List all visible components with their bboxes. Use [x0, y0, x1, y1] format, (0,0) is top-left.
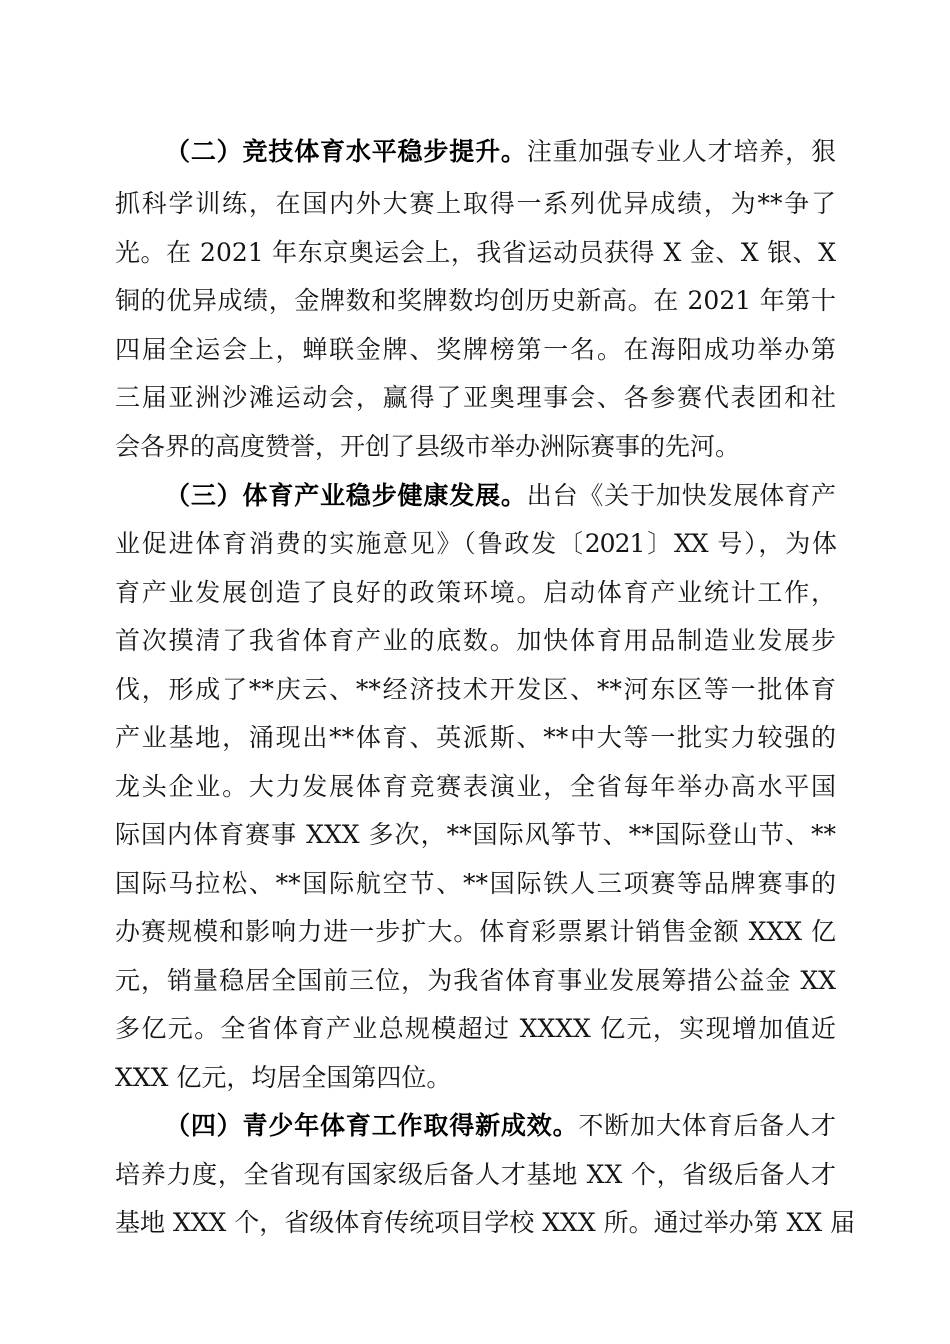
section-2-heading: （二）竞技体育水平稳步提升。 — [165, 137, 527, 166]
section-3-line-3: 育产业发展创造了良好的政策环境。启动体育产业统计工作， — [115, 578, 836, 607]
section-3-line-1 — [165, 472, 836, 520]
section-4-line-3: 基地 XXX 个，省级体育传统项目学校 XXX 所。通过举办第 XX 届 — [115, 1208, 856, 1237]
section-2-line-3: 光。在 2021 年东京奥运会上，我省运动员获得 X 金、X 银、X — [115, 238, 836, 267]
section-3-line-7: 龙头企业。大力发展体育竞赛表演业，全省每年举办高水平国 — [115, 772, 836, 801]
section-3-line-2: 业促进体育消费的实施意见》（鲁政发〔2021〕XX 号），为体 — [115, 529, 836, 558]
section-3-line-8: 际国内体育赛事 XXX 多次，**国际风筝节、**国际登山节、** — [115, 820, 836, 849]
section-3-line-6: 产业基地，涌现出**体育、英派斯、**中大等一批实力较强的 — [115, 723, 836, 752]
section-4-line-1 — [165, 1102, 836, 1150]
section-2-line-5: 四届全运会上，蝉联金牌、奖牌榜第一名。在海阳成功举办第 — [115, 335, 836, 364]
section-2-line-2: 抓科学训练，在国内外大赛上取得一系列优异成绩，为**争了 — [115, 189, 836, 218]
section-2-line-4: 铜的优异成绩，金牌数和奖牌数均创历史新高。在 2021 年第十 — [115, 286, 836, 315]
section-2-text: 注重加强专业人才培养，狠 — [526, 137, 836, 166]
section-2-line-1 — [165, 128, 836, 176]
section-4-line-2: 培养力度，全省现有国家级后备人才基地 XX 个，省级后备人才 — [115, 1160, 836, 1189]
section-4-text: 不断加大体育后备人才 — [578, 1111, 836, 1140]
section-2-line-7: 会各界的高度赞誉，开创了县级市举办洲际赛事的先河。 — [115, 432, 741, 461]
section-3-line-9: 国际马拉松、**国际航空节、**国际铁人三项赛等品牌赛事的 — [115, 869, 836, 898]
section-3-line-4: 首次摸清了我省体育产业的底数。加快体育用品制造业发展步 — [115, 626, 836, 655]
section-3-line-10: 办赛规模和影响力进一步扩大。体育彩票累计销售金额 XXX 亿 — [115, 917, 836, 946]
section-4-heading: （四）青少年体育工作取得新成效。 — [165, 1111, 579, 1140]
section-3-line-5: 伐，形成了**庆云、**经济技术开发区、**河东区等一批体育 — [115, 675, 836, 704]
section-3-line-13: XXX 亿元，均居全国第四位。 — [115, 1063, 452, 1092]
section-3-heading: （三）体育产业稳步健康发展。 — [165, 481, 527, 510]
section-2-line-6: 三届亚洲沙滩运动会，赢得了亚奥理事会、各参赛代表团和社 — [115, 383, 836, 412]
section-3-text: 出台《关于加快发展体育产 — [526, 481, 836, 510]
section-3-line-12: 多亿元。全省体育产业总规模超过 XXXX 亿元，实现增加值近 — [115, 1014, 836, 1043]
section-3-line-11: 元，销量稳居全国前三位，为我省体育事业发展筹措公益金 XX — [115, 966, 836, 995]
